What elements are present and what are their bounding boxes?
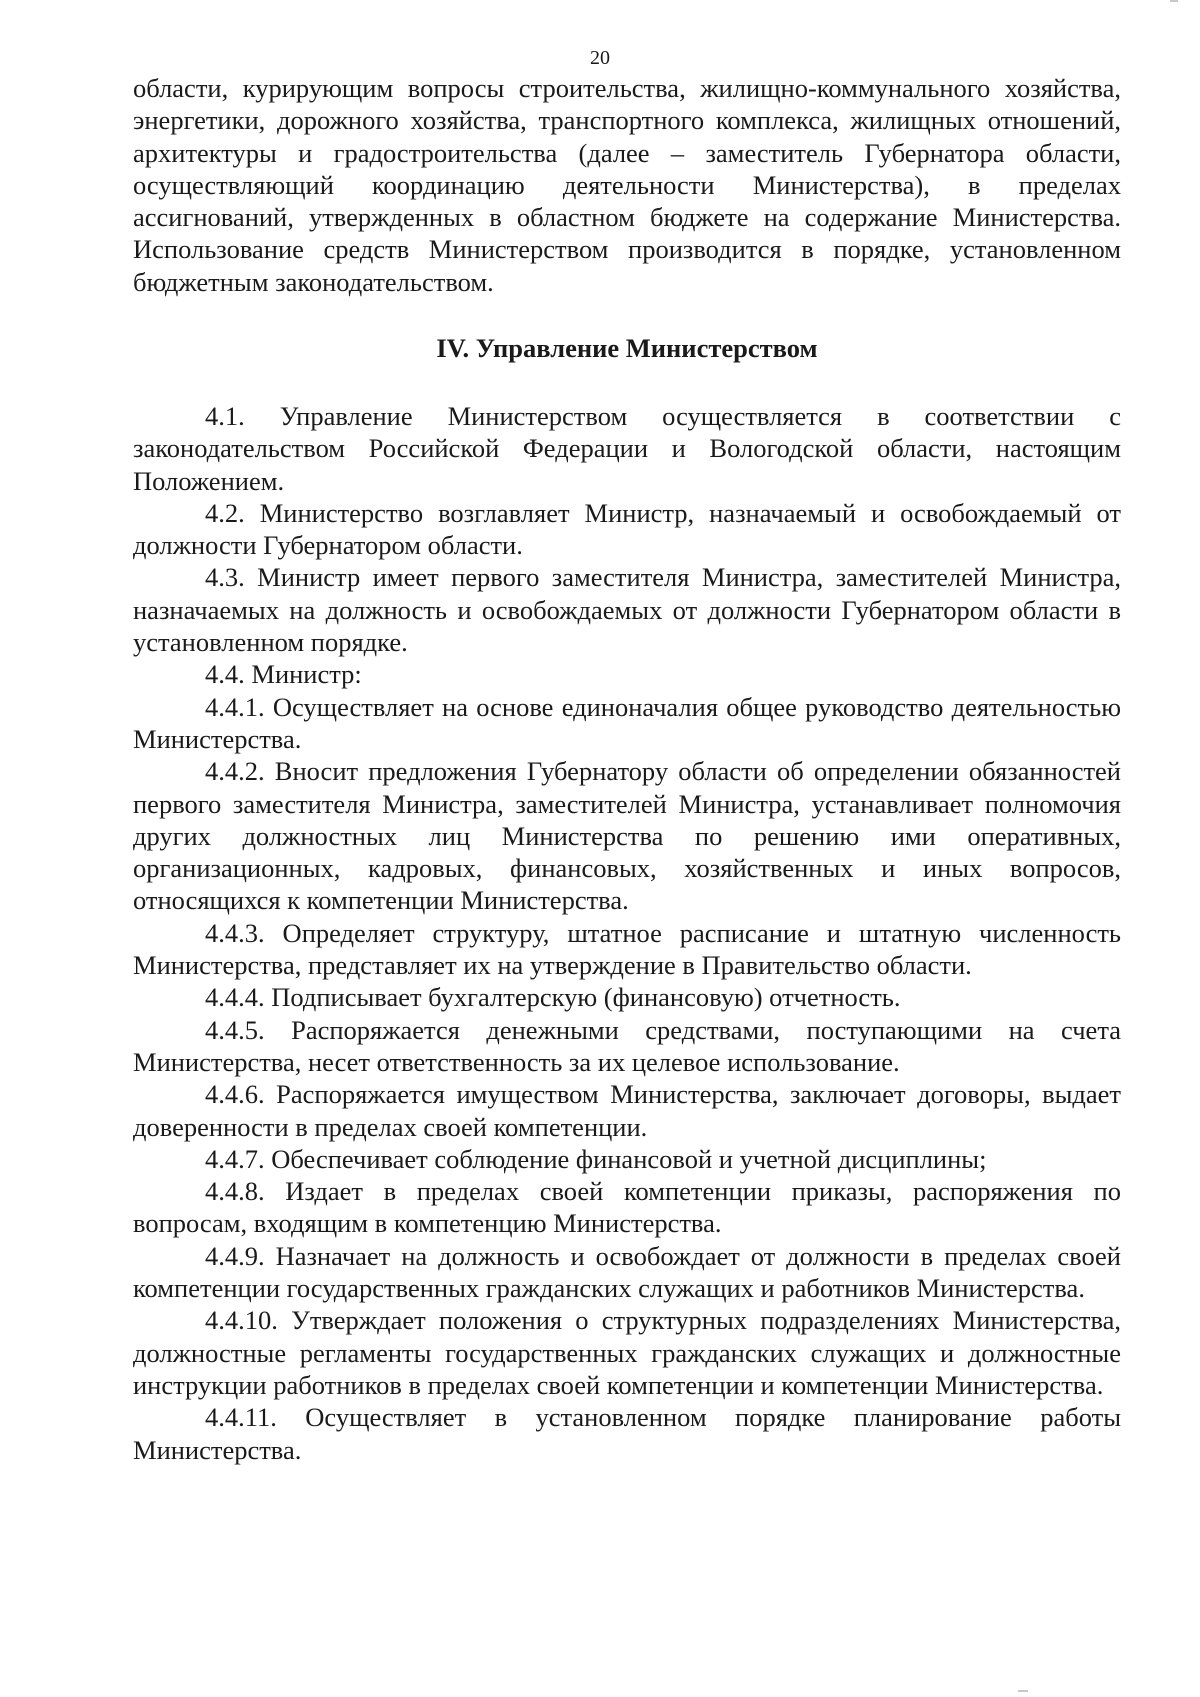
section-heading: IV. Управление Министерством [436, 333, 818, 363]
scan-artifact-bottom-right [1018, 1690, 1028, 1692]
paragraph-4-4-3: 4.4.3. Определяет структуру, штатное расписание и штатную численность Министерства, представляет их на утверждение в Правительство области. [133, 917, 1121, 981]
paragraph-4-4-5: 4.4.5. Распоряжается денежными средствами, поступающими на счета Министерства, несет ответственность за их целевое использование. [133, 1014, 1121, 1077]
paragraph-4-2: 4.2. Министерство возглавляет Министр, назначаемый и освобождаемый от должности Губернатором области. [133, 497, 1121, 561]
page-number: 20 [590, 47, 610, 69]
paragraph-4-4-6: 4.4.6. Распоряжается имуществом Министерства, заключает договоры, выдает доверенности в пределах своей компетенции. [133, 1079, 1121, 1142]
paragraph-4-4: 4.4. Министр: [205, 659, 362, 690]
paragraph-4-4-4: 4.4.4. Подписывает бухгалтерскую (финансовую) отчетность. [205, 982, 901, 1013]
paragraph-4-4-7: 4.4.7. Обеспечивает соблюдение финансовой и учетной дисциплины; [205, 1143, 987, 1174]
paragraph-4-4-8: 4.4.8. Издает в пределах своей компетенции приказы, распоряжения по вопросам, входящим в компетенцию Министерства. [133, 1176, 1121, 1239]
paragraph-4-4-1: 4.4.1. Осуществляет на основе единоначалия общее руководство деятельностью Министерства. [133, 691, 1121, 754]
paragraph-4-4-11: 4.4.11. Осуществляет в установленном порядке планирование работы Министерства. [133, 1402, 1121, 1465]
scan-artifact-top-right [1170, 0, 1178, 2]
paragraph-4-1: 4.1. Управление Министерством осуществляется в соответствии с законодательством Российской Федерации и Вологодской области, настоящим Положением. [133, 401, 1121, 496]
paragraph-4-4-2: 4.4.2. Вносит предложения Губернатору области об определении обязанностей первого заместителя Министра, заместителей Министра, устанавливает полномочия других должностных лиц Министерства по решению ими оперативных, организационных, кадровых, финансовых, хозяйственных и иных вопросов, относящихся к компетенции Министерства. [133, 756, 1121, 916]
paragraph-4-4-10: 4.4.10. Утверждает положения о структурных подразделениях Министерства, должностные регламенты государственных гражданских служащих и должностные инструкции работников в пределах своей компетенции и компетенции Министерства. [133, 1305, 1121, 1400]
intro-text [133, 72, 1121, 298]
paragraph-4-3: 4.3. Министр имеет первого заместителя Министра, заместителей Министра, назначаемых на должность и освобождаемых от должности Губернатором области в установленном порядке. [133, 562, 1121, 658]
section-body [133, 400, 1121, 1466]
paragraph-4-4-9: 4.4.9. Назначает на должность и освобождает от должности в пределах своей компетенции государственных гражданских служащих и работников Министерства. [133, 1240, 1121, 1304]
intro-paragraph: области, курирующим вопросы строительства, жилищно-коммунального хозяйства, энергетики, дорожного хозяйства, транспортного комплекса, жилищных отношений, архитектуры и градостроительства (далее – заместитель Губернатора области, осуществляющий координацию деятельности Министерства), в пределах ассигнований, утвержденных в областном бюджете на содержание Министерства. Использование средств Министерством производится в порядке, установленном бюджетным законодательством. [133, 73, 1121, 297]
